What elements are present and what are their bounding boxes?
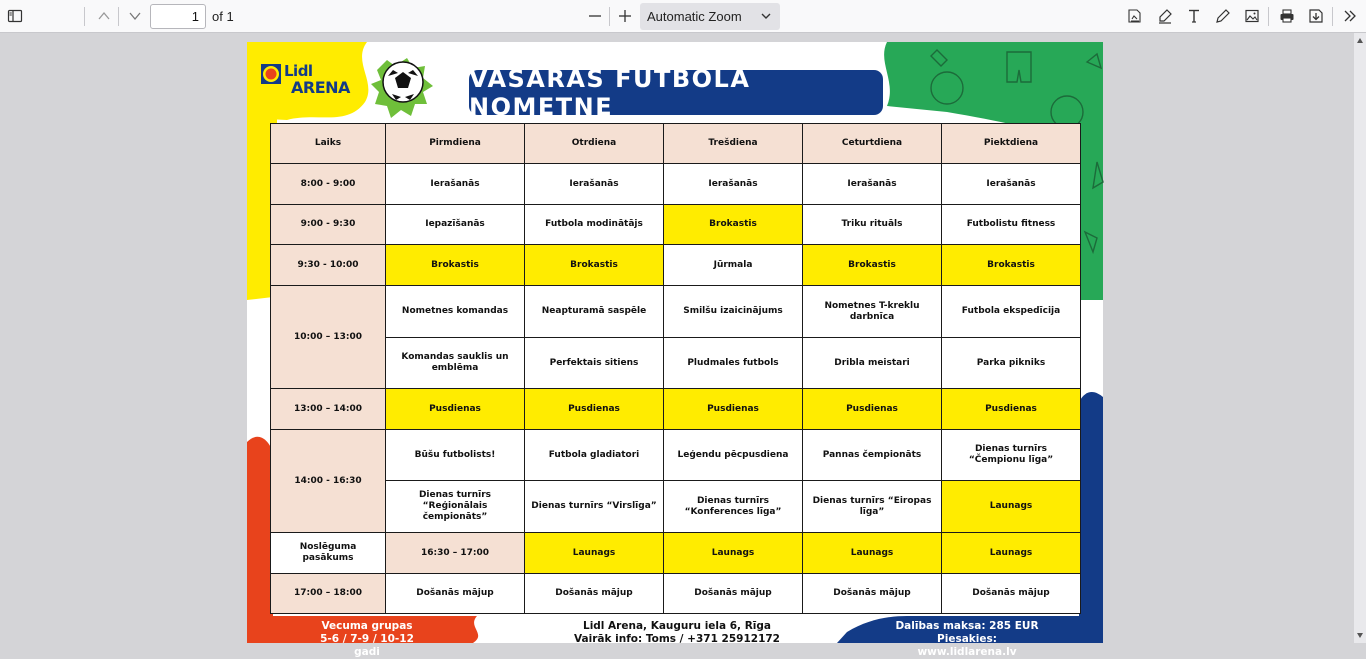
logo-arena-text: ARENA [291,78,350,97]
activity-cell: Dienas turnīrs “Eiropas līga” [803,481,942,533]
scroll-up-icon[interactable] [1356,37,1364,45]
activity-cell: Dienas turnīrs “Reģionālais čempionāts” [386,481,525,533]
table-row [271,164,1081,205]
activity-cell: Jūrmala [664,245,803,286]
time-cell: 8:00 - 9:00 [271,164,386,205]
toolbar-separator [609,7,610,26]
activity-cell: Futbola modinātājs [525,205,664,245]
meal-cell: Pusdienas [942,389,1081,430]
meal-cell: Launags [525,533,664,574]
next-page-icon[interactable] [122,4,148,28]
sidebar-toggle-icon[interactable] [2,4,28,28]
meal-cell: Brokastis [803,245,942,286]
activity-cell: Ierašanās [525,164,664,205]
time-cell: 9:00 - 9:30 [271,205,386,245]
col-header-time: Laiks [271,124,386,164]
col-header-thursday: Ceturtdiena [803,124,942,164]
meal-cell: Pusdienas [386,389,525,430]
zoom-select-value: Automatic Zoom [647,9,742,24]
table-row [271,389,1081,430]
table-row [271,533,1081,574]
schedule-table [270,123,1081,614]
activity-cell: Ierašanās [942,164,1081,205]
table-row [271,338,1081,389]
activity-cell: Ierašanās [386,164,525,205]
time-cell: 17:00 – 18:00 [271,574,386,614]
activity-cell: Došanās mājup [664,574,803,614]
activity-cell: Futbola ekspedīcija [942,286,1081,338]
table-row [271,245,1081,286]
activity-cell: Būšu futbolists! [386,430,525,481]
time-cell: 10:00 – 13:00 [271,286,386,389]
footer-age-values: 5-6 / 7-9 / 10-12 gadi [320,633,414,658]
activity-cell: Nometnes komandas [386,286,525,338]
table-row [271,286,1081,338]
page-number-input[interactable] [150,4,206,29]
football-icon [371,58,433,118]
activity-cell: Triku rituāls [803,205,942,245]
lidl-badge-icon [261,64,281,84]
activity-cell: Došanās mājup [525,574,664,614]
col-header-friday: Piektdiena [942,124,1081,164]
meal-cell: Launags [942,481,1081,533]
footer-contact: Vairāk info: Toms / +371 25912172 [574,633,780,645]
time-cell: 16:30 – 17:00 [386,533,525,574]
highlight-icon[interactable] [1152,4,1178,28]
activity-cell: Došanās mājup [386,574,525,614]
activity-cell: Pannas čempionāts [803,430,942,481]
time-cell: 9:30 - 10:00 [271,245,386,286]
activity-cell: Perfektais sitiens [525,338,664,389]
meal-cell: Pusdienas [664,389,803,430]
activity-cell: Futbola gladiatori [525,430,664,481]
activity-cell: Ierašanās [803,164,942,205]
meal-cell: Brokastis [664,205,803,245]
footer-fee [887,620,1047,659]
footer-signup: Piesakies: www.lidlarena.lv [917,633,1017,658]
activity-cell: Ierašanās [664,164,803,205]
table-row [271,481,1081,533]
text-tool-icon[interactable] [1181,4,1207,28]
meal-cell: Brokastis [942,245,1081,286]
col-header-tuesday: Otrdiena [525,124,664,164]
meal-cell: Launags [664,533,803,574]
print-icon[interactable] [1274,4,1300,28]
signature-icon[interactable] [1122,4,1148,28]
vertical-scrollbar[interactable] [1354,33,1366,643]
activity-cell: Smilšu izaicinājums [664,286,803,338]
table-row [271,430,1081,481]
activity-cell: Dienas turnīrs “Virslīga” [525,481,664,533]
activity-cell: Futbolistu fitness [942,205,1081,245]
activity-cell: Komandas sauklis un emblēma [386,338,525,389]
activity-cell: Dienas turnīrs “Čempionu līga” [942,430,1081,481]
toolbar-separator [84,7,85,26]
save-icon[interactable] [1303,4,1329,28]
time-cell: 13:00 – 14:00 [271,389,386,430]
draw-icon[interactable] [1210,4,1236,28]
meal-cell: Launags [803,533,942,574]
meal-cell: Pusdienas [525,389,664,430]
activity-cell: Leģendu pēcpusdiena [664,430,803,481]
footer-age-title: Vecuma grupas [321,620,413,632]
pdf-toolbar [0,0,1366,33]
zoom-out-icon[interactable] [582,4,608,28]
footer-price: Dalības maksa: 285 EUR [895,620,1039,632]
pdf-page [247,42,1103,658]
activity-cell: Došanās mājup [942,574,1081,614]
activity-cell: Iepazīšanās [386,205,525,245]
activity-cell: Došanās mājup [803,574,942,614]
scroll-down-icon[interactable] [1356,631,1364,639]
col-header-monday: Pirmdiena [386,124,525,164]
activity-cell: Nometnes T-kreklu darbnīca [803,286,942,338]
toolbar-separator [118,7,119,26]
footer-age-groups [307,620,427,659]
activity-cell: Neapturamā saspēle [525,286,664,338]
logo-lidl-text: Lidl [284,62,313,80]
activity-cell: Pludmales futbols [664,338,803,389]
poster-title [469,64,883,121]
lidl-arena-logo [261,62,351,102]
time-cell: 14:00 - 16:30 [271,430,386,533]
meal-cell: Brokastis [525,245,664,286]
footer-venue [547,620,807,646]
zoom-select[interactable] [640,3,780,30]
zoom-in-icon[interactable] [612,4,638,28]
table-row [271,574,1081,614]
previous-page-icon[interactable] [91,4,117,28]
activity-cell: Dienas turnīrs “Konferences līga” [664,481,803,533]
activity-cell: Dribla meistari [803,338,942,389]
page-count-label: of 1 [212,9,234,24]
table-row [271,205,1081,245]
activity-cell: Noslēguma pasākums [271,533,386,574]
image-icon[interactable] [1239,4,1265,28]
footer-address: Lidl Arena, Kauguru iela 6, Rīga [583,620,771,632]
table-header-row [271,124,1081,164]
activity-cell: Parka pikniks [942,338,1081,389]
toolbar-separator [1332,7,1333,26]
meal-cell: Pusdienas [803,389,942,430]
toolbar-separator [1268,7,1269,26]
col-header-wednesday: Trešdiena [664,124,803,164]
meal-cell: Brokastis [386,245,525,286]
chevron-down-icon [760,10,772,22]
meal-cell: Launags [942,533,1081,574]
poster-title-text: VASARAS FUTBOLA NOMETNE [469,64,751,121]
poster-footer [247,616,1103,658]
more-tools-icon[interactable] [1337,4,1363,28]
